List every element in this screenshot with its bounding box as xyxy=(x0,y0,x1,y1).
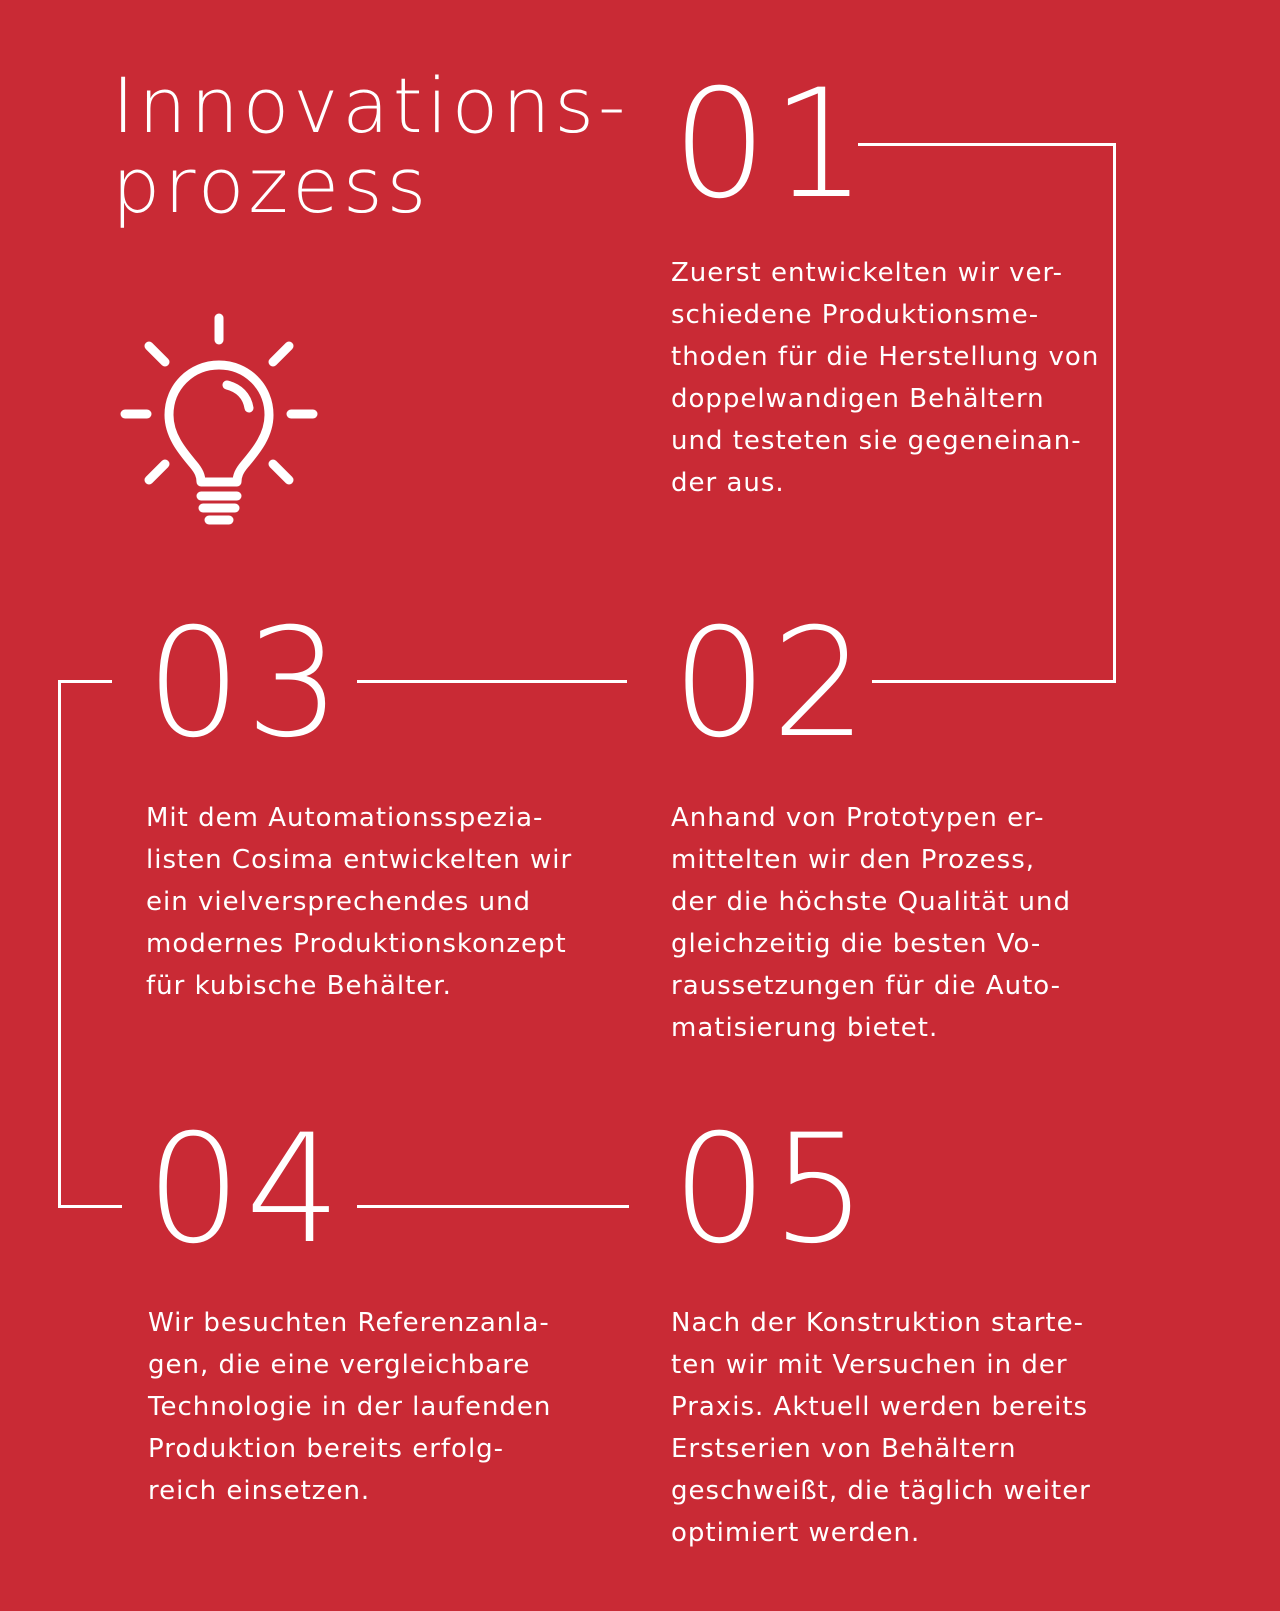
step-text-line: gleichzeitig die besten Vo- xyxy=(671,929,1042,959)
step-text-line: Praxis. Aktuell werden bereits xyxy=(671,1392,1089,1422)
step-text-line: thoden für die Herstellung von xyxy=(671,342,1100,372)
step-number-02: 02 xyxy=(672,597,871,771)
step-text-line: Technologie in der laufenden xyxy=(148,1392,552,1422)
step-text-line: raussetzungen für die Auto- xyxy=(671,971,1062,1001)
lightbulb-icon xyxy=(115,310,320,525)
step-text-line: optimiert werden. xyxy=(671,1518,921,1548)
connector-03-02 xyxy=(357,680,627,683)
step-text-line: der die höchste Qualität und xyxy=(671,887,1071,917)
step-text-line: Zuerst entwickelten wir ver- xyxy=(671,258,1063,288)
step-number-03: 03 xyxy=(146,597,345,771)
step-text-line: Anhand von Prototypen er- xyxy=(671,803,1045,833)
step-text-05 xyxy=(671,1302,1091,1554)
step-text-line: Erstserien von Behältern xyxy=(671,1434,1017,1464)
connector-03-04-vertical xyxy=(58,680,61,1208)
step-text-line: Nach der Konstruktion starte- xyxy=(671,1308,1084,1338)
step-text-line: ein vielversprechendes und xyxy=(146,887,532,917)
connector-01-horizontal xyxy=(858,143,1116,146)
step-text-line: doppelwandigen Behältern xyxy=(671,384,1045,414)
step-text-line: schiedene Produktionsme- xyxy=(671,300,1040,330)
step-text-line: gen, die eine vergleichbare xyxy=(148,1350,531,1380)
step-text-line: für kubische Behälter. xyxy=(146,971,452,1001)
step-text-line: und testeten sie gegeneinan- xyxy=(671,426,1082,456)
step-text-line: matisierung bietet. xyxy=(671,1013,939,1043)
connector-04-05 xyxy=(357,1205,629,1208)
step-text-line: Wir besuchten Referenzanla- xyxy=(148,1308,550,1338)
step-number-04: 04 xyxy=(146,1103,345,1277)
step-text-line: mittelten wir den Prozess, xyxy=(671,845,1036,875)
page-title-line-2: prozess xyxy=(112,141,431,230)
connector-04-stub xyxy=(58,1205,122,1208)
step-text-line: modernes Produktionskonzept xyxy=(146,929,567,959)
connector-01-02-vertical xyxy=(1113,143,1116,683)
step-number-05: 05 xyxy=(672,1103,871,1277)
step-text-04 xyxy=(148,1302,551,1512)
step-text-line: Produktion bereits erfolg- xyxy=(148,1434,505,1464)
connector-03-stub xyxy=(58,680,112,683)
connector-02-horizontal xyxy=(872,680,1116,683)
page-title-line-1: Innovations- xyxy=(112,61,630,150)
step-text-line: der aus. xyxy=(671,468,785,498)
step-text-line: reich einsetzen. xyxy=(148,1476,371,1506)
step-text-line: listen Cosima entwickelten wir xyxy=(146,845,573,875)
step-number-01: 01 xyxy=(672,58,871,232)
step-text-03 xyxy=(146,797,572,1007)
step-text-02 xyxy=(671,797,1071,1049)
step-text-line: geschweißt, die täglich weiter xyxy=(671,1476,1091,1506)
step-text-01 xyxy=(671,252,1099,504)
step-text-line: Mit dem Automationsspezia- xyxy=(146,803,544,833)
step-text-line: ten wir mit Versuchen in der xyxy=(671,1350,1068,1380)
